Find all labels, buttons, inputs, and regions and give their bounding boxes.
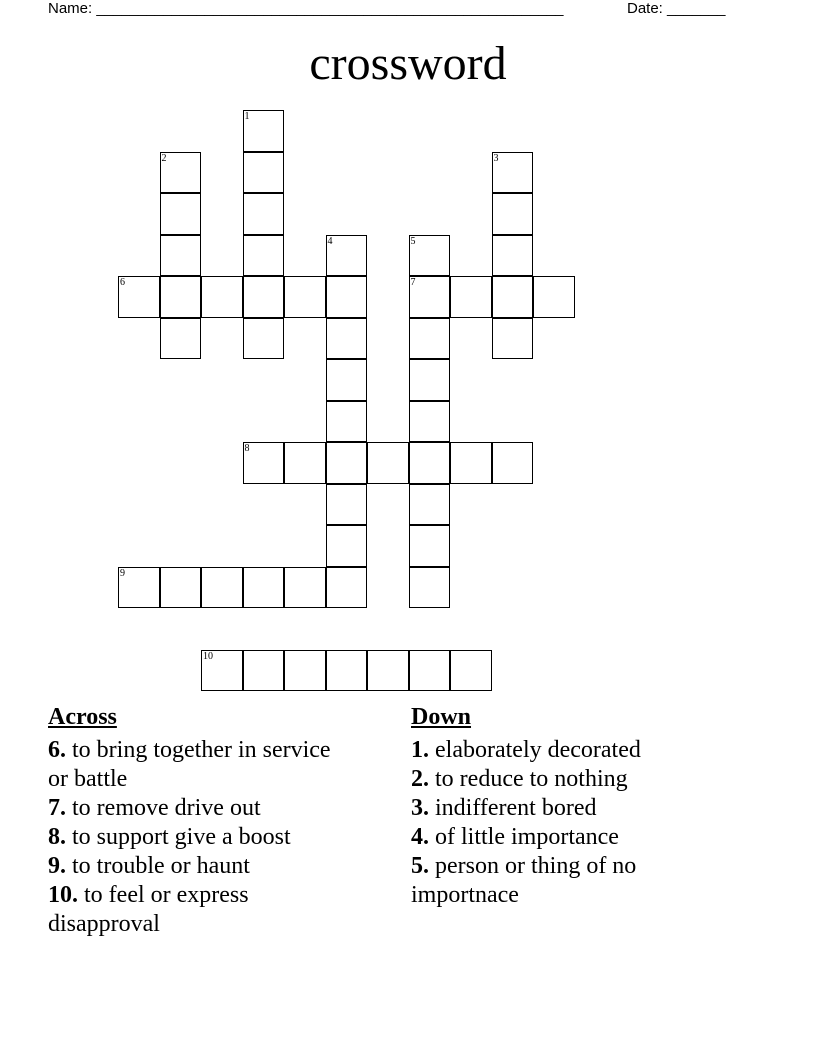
down-clue [411, 765, 711, 794]
across-clue [48, 881, 348, 939]
grid-cell[interactable] [326, 359, 368, 401]
clue-number: 4. [411, 824, 429, 850]
grid-cell[interactable] [409, 484, 451, 526]
clue-number: 6. [48, 737, 66, 763]
across-clue [48, 852, 348, 881]
grid-cell[interactable] [409, 359, 451, 401]
grid-cell[interactable] [492, 235, 534, 277]
down-heading: Down [411, 704, 472, 730]
grid-cell[interactable] [533, 276, 575, 318]
clue-text: of little importance [429, 824, 619, 850]
across-clue [48, 794, 348, 823]
clue-number: 2. [411, 766, 429, 792]
clue-number: 8. [48, 824, 66, 850]
grid-cell[interactable] [450, 276, 492, 318]
clue-number: 3 [493, 152, 499, 164]
grid-cell[interactable] [284, 442, 326, 484]
grid-cell[interactable] [326, 276, 368, 318]
grid-cell[interactable] [201, 650, 243, 692]
grid-cell[interactable] [409, 318, 451, 360]
grid-cell[interactable] [160, 193, 202, 235]
clue-text: to reduce to nothing [429, 766, 628, 792]
clue-number: 7. [48, 795, 66, 821]
grid-cell[interactable] [160, 152, 202, 194]
across-clue [48, 736, 348, 794]
grid-cell[interactable] [118, 567, 160, 609]
grid-cell[interactable] [326, 401, 368, 443]
grid-cell[interactable] [201, 567, 243, 609]
clue-number: 5 [410, 235, 416, 247]
grid-cell[interactable] [243, 235, 285, 277]
name-field[interactable]: Name: ________________________________________________________ [48, 0, 564, 17]
grid-cell[interactable] [492, 318, 534, 360]
across-heading: Across [48, 704, 117, 730]
clue-number: 5. [411, 853, 429, 879]
grid-cell[interactable] [492, 276, 534, 318]
clue-number: 9. [48, 853, 66, 879]
grid-cell[interactable] [409, 401, 451, 443]
grid-cell[interactable] [160, 276, 202, 318]
clue-number: 9 [120, 567, 125, 579]
clue-number: 1. [411, 737, 429, 763]
grid-cell[interactable] [243, 442, 285, 484]
clue-number: 1 [244, 111, 250, 122]
grid-cell[interactable] [326, 484, 368, 526]
grid-cell[interactable] [160, 318, 202, 360]
clue-number: 8 [244, 443, 250, 454]
grid-cell[interactable] [284, 276, 326, 318]
date-field[interactable]: Date: _______ [627, 0, 726, 17]
clue-number: 6 [120, 277, 125, 288]
grid-cell[interactable] [243, 567, 285, 609]
grid-cell[interactable] [326, 650, 368, 692]
grid-cell[interactable] [409, 276, 451, 318]
grid-cell[interactable] [243, 276, 285, 318]
grid-cell[interactable] [492, 152, 534, 194]
clue-number: 7 [410, 277, 416, 288]
clue-text: to feel or express disapproval [48, 882, 249, 937]
across-clue [48, 823, 348, 852]
clue-number: 10. [48, 882, 78, 908]
grid-cell[interactable] [243, 650, 285, 692]
clue-number: 2 [161, 152, 167, 164]
clue-text: to trouble or haunt [66, 853, 250, 879]
across-clues [48, 703, 348, 939]
grid-cell[interactable] [409, 650, 451, 692]
grid-cell[interactable] [492, 193, 534, 235]
grid-cell[interactable] [326, 318, 368, 360]
clue-text: indifferent bored [429, 795, 597, 821]
grid-cell[interactable] [243, 110, 285, 152]
grid-cell[interactable] [201, 276, 243, 318]
grid-cell[interactable] [326, 567, 368, 609]
grid-cell[interactable] [409, 567, 451, 609]
down-clue [411, 823, 711, 852]
grid-cell[interactable] [118, 276, 160, 318]
grid-cell[interactable] [367, 650, 409, 692]
grid-cell[interactable] [409, 525, 451, 567]
grid-cell[interactable] [450, 650, 492, 692]
clue-text: person or thing of no importnace [411, 853, 637, 908]
grid-cell[interactable] [243, 193, 285, 235]
page-title: crossword [309, 37, 507, 90]
grid-cell[interactable] [243, 152, 285, 194]
clue-number: 3. [411, 795, 429, 821]
clue-text: to remove drive out [66, 795, 261, 821]
grid-cell[interactable] [243, 318, 285, 360]
grid-cell[interactable] [284, 650, 326, 692]
down-clue [411, 852, 711, 910]
clue-text: to bring together in service or battle [48, 737, 331, 792]
clue-text: elaborately decorated [429, 737, 641, 763]
grid-cell[interactable] [450, 442, 492, 484]
grid-cell[interactable] [160, 567, 202, 609]
grid-cell[interactable] [326, 235, 368, 277]
grid-cell[interactable] [492, 442, 534, 484]
grid-cell[interactable] [367, 442, 409, 484]
down-clue [411, 794, 711, 823]
clue-number: 10 [203, 650, 213, 662]
grid-cell[interactable] [326, 525, 368, 567]
down-clues [411, 703, 711, 910]
down-clue [411, 736, 711, 765]
grid-cell[interactable] [326, 442, 368, 484]
grid-cell[interactable] [284, 567, 326, 609]
grid-cell[interactable] [409, 235, 451, 277]
clue-number: 4 [327, 235, 333, 247]
grid-cell[interactable] [160, 235, 202, 277]
grid-cell[interactable] [409, 442, 451, 484]
clue-text: to support give a boost [66, 824, 291, 850]
